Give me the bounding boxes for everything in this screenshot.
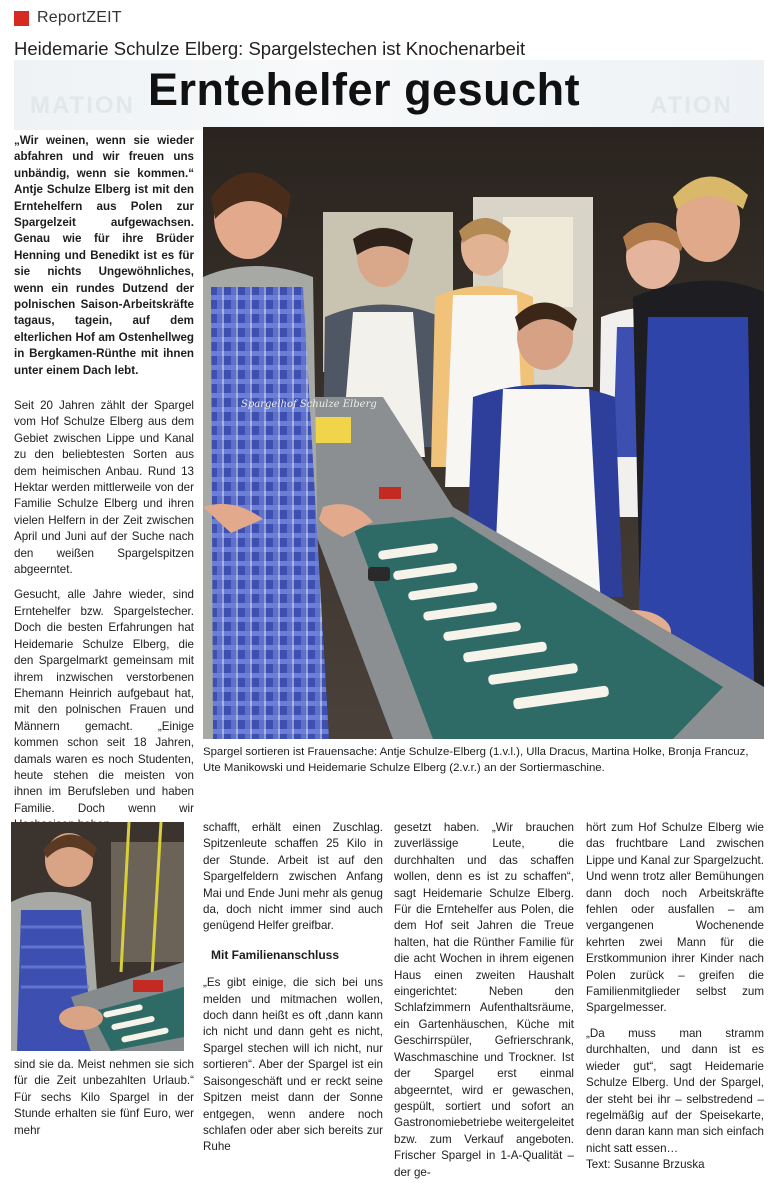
headline-ghost-text-left: MATION [30,92,135,119]
section-subheading: Mit Familienanschluss [211,947,340,962]
paragraph: schafft, erhält einen Zuschlag. Spitzenleute schaffen 25 Kilo in der Stunde. Arbeit ist auf den Spargelfeldern zwischen Anfang Mai und Ende Juni mehr als genug da, doch nicht immer sind auch genügend Helfer greifbar. [203,821,383,933]
headline-ghost-text-right: ATION [650,92,733,119]
apron-print: Spargelhof Schulze Elberg [241,399,377,410]
column-3 [394,820,574,1190]
small-photo-illustration [11,822,184,1051]
column-1 [14,398,194,843]
section-tag [14,8,122,28]
article-intro: „Wir weinen, wenn sie wieder abfahren und wir freuen uns unbändig, wenn sie kommen.“ Antje Schulze Elberg ist mit den Erntehelfern aus Polen zur Spargelzeit aufgewachsen. Genau wie für ihre Brüder Henning und Benedikt ist es für sie nichts Ungewöhnliches, wenn ein rundes Dutzend der polnischen Saison-Arbeitskräfte tagaus, tagein, auf dem elterlichen Hof am Ostenhellweg in Bergkamen-Rünthe mit ihnen unter einem Dach lebt. [14,134,194,377]
author-byline: Text: Susanne Brzuska [586,1158,705,1172]
paragraph: hört zum Hof Schulze Elberg wie das fruchtbare Land zwischen Lippe und Kanal zur Spargelzucht. Und wenn trotz aller Bemühungen dann doch noch Arbeitskräfte fehlen oder ausfallen – am vergangenen Wochenende kehrten zwei Mann für die Erstkommunion ihrer Kinder nach Polen zurück – greifen die Familienmitglieder selbst zum Spargelmesser. [586,821,764,1015]
paragraph: sind sie da. Meist nehmen sie sich für die Zeit unbezahlten Urlaub.“ Für sechs Kilo Spargel in der Stunde erhalten sie fünf Euro, wer mehr [14,1058,194,1137]
column-1-continued [14,1057,194,1148]
article-subtitle: Heidemarie Schulze Elberg: Spargelstechen ist Knochenarbeit [14,38,526,59]
section-label: ReportZEIT [37,9,122,26]
section-marker-icon [14,11,29,26]
article-headline: Erntehelfer gesucht [148,64,581,115]
paragraph: „Es gibt einige, die sich bei uns melden und mitmachen wollen, doch dann heißt es oft ‚dann kann ich nicht und dann geht es nicht, Spargel stechen will ich nicht, nur sortieren“. Aber der Spargel ist ein Saisongeschäft und er reckt seine Spitzen meist dann der Sonne entgegen, wenn andere noch schlafen oder aber sich bereits zur Ruhe [203,976,383,1154]
photo-caption: Spargel sortieren ist Frauensache: Antje Schulze-Elberg (1.v.l.), Ulla Dracus, Martina Holke, Bronja Francuz, Ute Manikowski und Heidemarie Schulze Elberg (2.v.r.) an der Sortiermaschine. [203,746,749,775]
paragraph: Seit 20 Jahren zählt der Spargel vom Hof Schulze Elberg aus dem Gebiet zwischen Lippe und Kanal zu den beliebtesten Sorten aus dem heimischen Anbau. Rund 13 Hektar werden mittlerweile von der Familie Schulze Elberg und ihren vielen Helfern in der Zeit zwischen April und Juni auf der Suche nach den weißen Spargelspitzen abgeerntet. [14,399,194,577]
small-photo [11,822,184,1051]
paragraph: Gesucht, alle Jahre wieder, sind Erntehelfer bzw. Spargelstecher. Doch die besten Erfahrungen hat Heidemarie Schulze Elberg, die den Spargelmarkt gemeinsam mit ihrem inzwischen verstorbenen Ehemann Heinrich aufgebaut hat, mit den polnischen Frauen und Männern gemacht. „Einige kommen schon seit 18 Jahren, damals waren es noch Studenten, heute stehen die meisten von ihnen im Berufsleben und haben Familie. Doch wenn wir [14,588,194,815]
paragraph: „Da muss man stramm durchhalten, und dann ist es wieder gut“, sagt Heidemarie Schulze Elberg. Und der Spargel, der steht bei ihr – selbstredend – regelmäßig auf der Speisekarte, denn daran kann man sich einfach nicht satt essen… [586,1026,764,1155]
column-4 [586,820,764,1183]
main-photo [203,127,764,739]
main-photo-illustration [203,127,764,739]
paragraph: gesetzt haben. „Wir brauchen zuverlässige Leute, die durchhalten und das schaffen wollen, denn es ist zu schaffen“, sagt Heidemarie Schulze Elberg. Für die Erntehelfer aus Polen, die dem Hof seit Jahren die Treue halten, hat die Rünther Familie für die acht Wochen in ihrem eigenen Haus einen zweiten Haushalt eingerichtet: Neben den Schlafzimmern Aufenthaltsräume, ein Gartenhäuschen, Küche mit Geschirrspüler, Gefrierschrank, Waschmaschine und Trockner. Ist der Spargel erst einmal abgeerntet, wird er gewaschen, gespült, sortiert und sofort an Gastronomiebetriebe weitergeleitet bzw. zum Verkauf angeboten. Frischer Spargel in 1-A-Qualität – der ge- [394,821,574,1179]
column-2 [203,820,383,1165]
